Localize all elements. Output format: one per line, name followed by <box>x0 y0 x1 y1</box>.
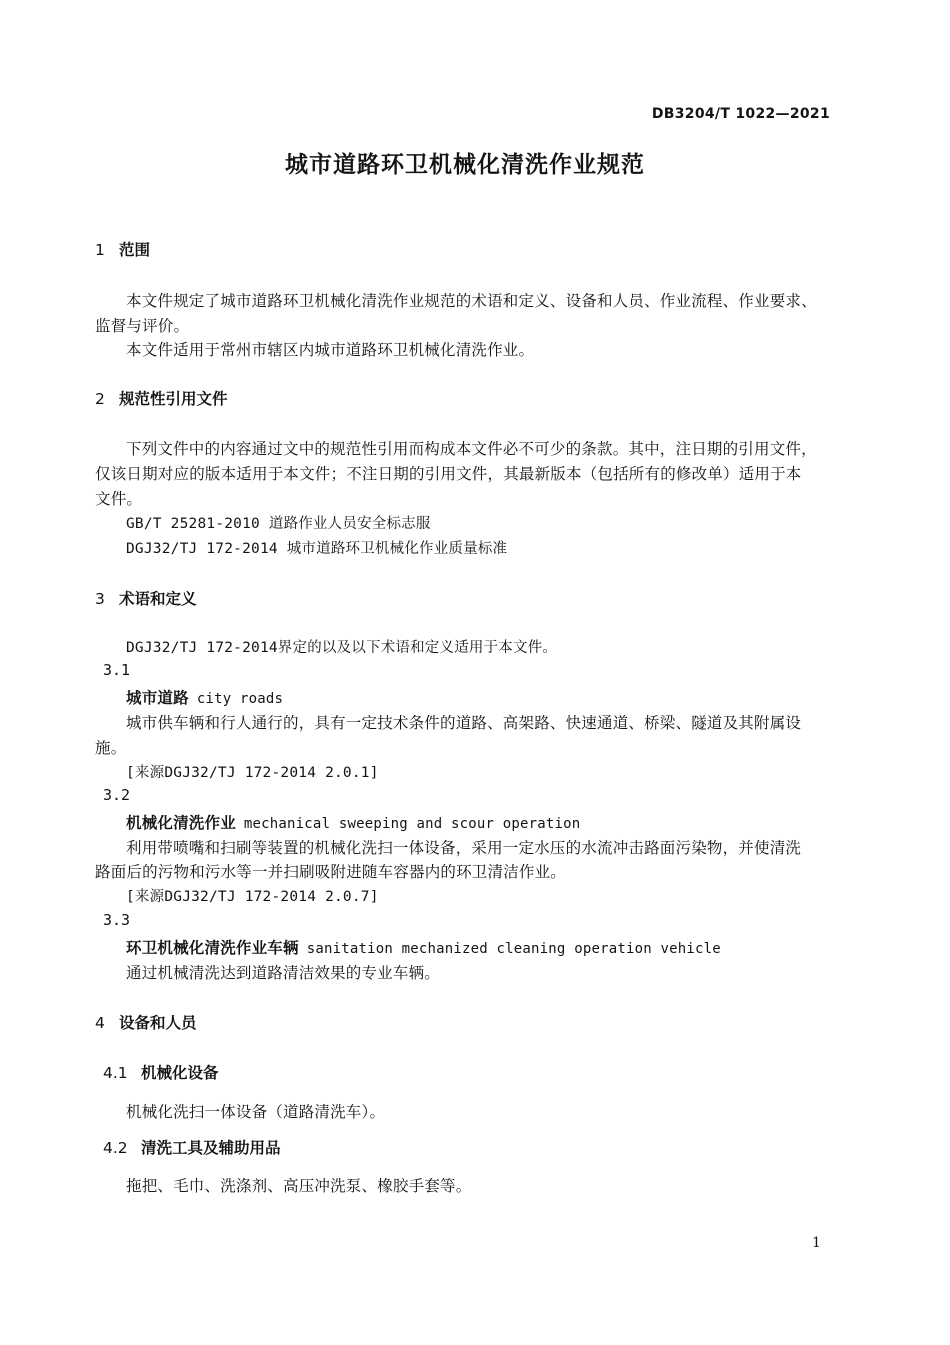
term-heading <box>126 686 283 708</box>
reference-item: DGJ32/TJ 172-2014 城市道路环卫机械化作业质量标准 <box>126 541 508 557</box>
paragraph-line: 仅该日期对应的版本适用于本文件；不注日期的引用文件，其最新版本（包括所有的修改单）适用于本 <box>95 465 802 483</box>
section-1-heading <box>95 238 150 260</box>
term-chinese: 环卫机械化清洗作业车辆 <box>126 939 299 957</box>
subsection-number: 4.1 <box>103 1064 128 1082</box>
section-title: 术语和定义 <box>119 590 197 608</box>
term-number: 3.1 <box>103 661 131 679</box>
term-chinese: 城市道路 <box>126 689 189 707</box>
section-3-heading <box>95 587 197 609</box>
term-heading <box>126 811 580 833</box>
section-title: 设备和人员 <box>119 1014 197 1032</box>
subsection-number: 4.2 <box>103 1139 128 1157</box>
definition-line: 施。 <box>95 739 127 757</box>
definition-line: 城市供车辆和行人通行的，具有一定技术条件的道路、高架路、快速通道、桥梁、隧道及其附属设 <box>126 714 802 732</box>
paragraph-line: 监督与评价。 <box>95 317 190 335</box>
section-number: 3 <box>95 590 105 608</box>
term-number: 3.2 <box>103 786 131 804</box>
document-title: 城市道路环卫机械化清洗作业规范 <box>285 152 645 178</box>
definition-line: 通过机械清洗达到道路清洁效果的专业车辆。 <box>126 964 441 982</box>
paragraph-line: 本文件适用于常州市辖区内城市道路环卫机械化清洗作业。 <box>126 341 535 359</box>
section-title: 规范性引用文件 <box>119 390 228 408</box>
section-number: 2 <box>95 390 105 408</box>
definition-line: 利用带喷嘴和扫刷等装置的机械化洗扫一体设备，采用一定水压的水流冲击路面污染物，并使清洗 <box>126 839 802 857</box>
subsection-4-1-heading <box>103 1061 219 1083</box>
term-number: 3.3 <box>103 911 131 929</box>
paragraph-line: 本文件规定了城市道路环卫机械化清洗作业规范的术语和定义、设备和人员、作业流程、作业要求、 <box>126 292 817 310</box>
subsection-title: 机械化设备 <box>141 1064 219 1082</box>
paragraph-line: 拖把、毛巾、洗涤剂、高压冲洗泵、橡胶手套等。 <box>126 1177 472 1195</box>
paragraph-line: 文件。 <box>95 490 143 508</box>
term-english: mechanical sweeping and scour operation <box>243 816 581 832</box>
document-code: DB3204/T 1022—2021 <box>651 106 830 122</box>
section-4-heading <box>95 1011 197 1033</box>
section-number: 1 <box>95 241 105 259</box>
page-number: 1 <box>812 1235 821 1251</box>
term-english: city roads <box>196 691 284 707</box>
term-source: [来源DGJ32/TJ 172-2014 2.0.7] <box>126 889 379 905</box>
subsection-title: 清洗工具及辅助用品 <box>141 1139 281 1157</box>
term-chinese: 机械化清洗作业 <box>126 814 236 832</box>
section-title: 范围 <box>119 241 151 259</box>
subsection-4-2-heading <box>103 1136 281 1158</box>
term-english: sanitation mechanized cleaning operation vehicle <box>306 941 721 957</box>
paragraph-line: 下列文件中的内容通过文中的规范性引用而构成本文件必不可少的条款。其中，注日期的引用文件， <box>126 440 817 458</box>
paragraph-line: 机械化洗扫一体设备（道路清洗车）。 <box>126 1103 386 1121</box>
term-heading <box>126 936 721 958</box>
section-number: 4 <box>95 1014 105 1032</box>
section-2-heading <box>95 387 228 409</box>
paragraph-line: DGJ32/TJ 172-2014界定的以及以下术语和定义适用于本文件。 <box>126 640 558 656</box>
definition-line: 路面后的污物和污水等一并扫刷吸附进随车容器内的环卫清洁作业。 <box>95 863 567 881</box>
term-source: [来源DGJ32/TJ 172-2014 2.0.1] <box>126 765 379 781</box>
reference-item: GB/T 25281-2010 道路作业人员安全标志服 <box>126 516 431 532</box>
